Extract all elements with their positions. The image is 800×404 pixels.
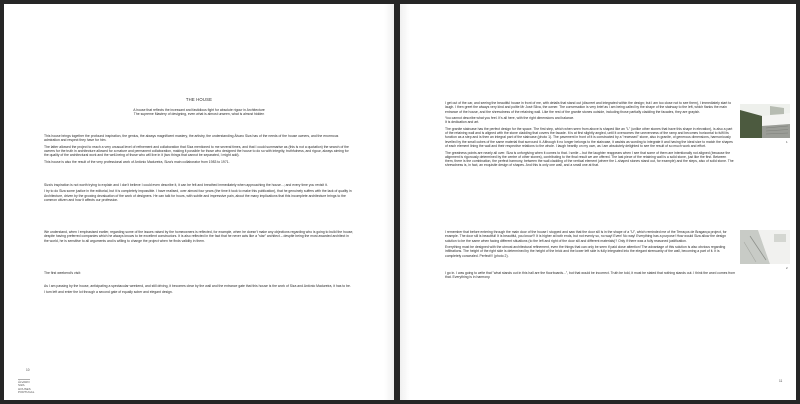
paragraph: You cannot describe what you feel. It's all here, with the right dimensions and balance. bbox=[445, 116, 575, 121]
body-text-2 bbox=[445, 230, 735, 260]
paragraph: We understand, when I emphasised earlier, regarding some of the issues raised by the homeowners is reflected, for example, when he doesn't make any objections regarding who is going to build the house, despite having preferred companies which he always knows to be excellent constructors. It is also reflected in the fact that he never acts like a "star" architect – despite being the most awarded architect in the world, he is sensitive to all arguments and is willing to change the project when he finds validity in them. bbox=[44, 230, 354, 243]
photo-number: 1 bbox=[786, 140, 788, 144]
paragraph: The latter allowed the project to reach a very unusual level of refinement and collaboration that Siza mentioned to me several times, and that I could summarise as (this is not a quotation) the search of the owners for the truth in architecture allowed for a mature and permanent collaboration, making it possible for those who designed the house to do so with integrity, truthfulness, and rigour, always aiming for the quality of the architectural work and the well-being of those who will live in it (two things that cannot be separated, I might add). bbox=[44, 144, 349, 158]
right-page bbox=[400, 4, 796, 400]
paragraph: I get out of the car, and seeing the beautiful house in front of me, with details that stand out (discreet and integrated within the design; but I am too close not to see them), I immediately start to laugh. I then greet the always very kind and polite Mr José Silva, the owner. The conversation is very brief as I am being called by the shape of the stairway to the left, which flanks the main entrance of the house, and the shrewdness of the retaining wall. Like the rest of the granite stones outside, including those partially cladding the facades, they are grayish. bbox=[445, 101, 732, 114]
paragraph: As I am passing by the house, anticipating a spectacular weekend, and still driving, it becomes clear by the wall and the entrance gate that this house is the work of Siza and António Madureira, it has to be. bbox=[44, 284, 351, 288]
logo-line: SIZA bbox=[18, 383, 25, 388]
body-text-5 bbox=[44, 284, 354, 297]
body-text-1 bbox=[445, 101, 735, 170]
paragraph: I try to do Siza some justice in the editorial, but it is completely impossible. I have realised, over almost four years (the time it took to make this publication), that he genuinely suffers with the lack of quality in Architecture, driven by the growing devaluation of the work of designers. He can talk for hours, with subtle and impressive pain, about the many implications that this incomplete architecture brings to the common citizen and how it affects our profession. bbox=[44, 189, 352, 203]
book-logo bbox=[18, 378, 34, 395]
body-text-3 bbox=[445, 271, 735, 282]
logo-line: HOUSES bbox=[18, 386, 31, 391]
paragraph: I remember that before entering through the main door of the house I stopped and saw that the door sill is in the shape of a "U", which reminded me of the Terraços de Bragança project, for example. The door sill is beautiful! It is beautiful, you know?! It is higher at both ends, but not evenly so, no way! Even! No way! Everything has a purpose! How would Siza allow the design solution to be the same when facing different situations (to the left and right of the door sill and different materials)? Only if there was a fully reasoned justification. bbox=[445, 230, 727, 243]
paragraph: Siza's inspiration is not worth trying to explain and I don't believe I could even describe it, it can be felt and breathed immediately when approaching the house...; and every time you revisit it. bbox=[44, 183, 328, 187]
subtitle-line: The supreme Mastery of designing, even what is almost unseen, what is almost hidden bbox=[133, 112, 265, 117]
body-text-1 bbox=[44, 134, 354, 166]
photo-number: 2 bbox=[786, 266, 788, 270]
paragraph: It is dedication and art. bbox=[445, 120, 480, 125]
subtitle bbox=[44, 108, 354, 117]
paragraph: This house brings together the profound inspiration, the genius, the always magnificent mastery, the artistry, the understanding Álvaro Siza has of the needs of the house owners, and the enormous admiration and respect they have for him. bbox=[44, 134, 339, 143]
photo-door-sill bbox=[740, 230, 790, 264]
page-number: 11 bbox=[779, 379, 783, 383]
paragraph: I turn left and enter the lot through a second gate of equally sober and elegant design. bbox=[44, 290, 173, 295]
photo-staircase bbox=[740, 104, 790, 138]
paragraph: Everything must be designed with the utmost architectural refinement, even the things that can only be seen if paid close attention! The advantage of this solution is also obvious regarding infiltrations. The height of the right side is determined by the height of the brick and the lower left side is fully integrated into the elegant strenuarity of the wall, becoming a part of it. It is completely concealed. Perfect!!! (photo 2). bbox=[445, 245, 726, 258]
body-text-2 bbox=[44, 183, 354, 205]
gutter-shadow bbox=[400, 4, 410, 400]
page-number: 10 bbox=[26, 368, 30, 372]
logo-line: ÁLVARO bbox=[18, 380, 30, 384]
paragraph: The greatness points are nearly all over. Siza is unforgiving when it comes to that. I smile – but the laughter reappears when I see that some of them are intentionally not aligned (because the alignment is rigorously determined by the centre of other stones), contributing to the final result we are offered. The last piece of the retaining wall is a solid stone, just like the first. Between them, there is the combination, the perfect harmony, between the wall cladding of the vertical element (where the L-shaped stones stand out, for example) and the steps, also of solid stone. The shrewdness is, in fact, an exquisite design of shapes. And this is only one wall, and a small one at that. bbox=[445, 150, 734, 168]
paragraph: The granite staircase has the perfect design for the space. The first step, which when seen from above is shaped like an "L" (unlike other stones that have this shape in elevation), is also a part of the retaining wall and is aligned with the stone cladding that covers the facade. It is at first slightly angled, until it overcomes the unevenness of the ramp and becomes horizontal to fulfil its function as a step and is then an integral part of the staircase (photo 1). The pavement in front of it is constructed by a "recessed" stone, also in granite, of generous dimensions, harmoniously levelled by the small cubes of the same material that surround it. Although it no longer belongs to the staircase, it assists as wording to integrate it and having the ideal size to match the shapes of each element lining the wall and their respective relations to the whole. I laugh heartily on my own, as I am absolutely delighted to see the result of so much work and effort. bbox=[445, 126, 733, 149]
page-title: THE HOUSE bbox=[185, 97, 213, 102]
logo-line: PORTUGAL bbox=[18, 390, 35, 395]
section-heading: The first weekend's visit: bbox=[44, 271, 81, 275]
body-text-3 bbox=[44, 230, 354, 245]
body-text-4 bbox=[44, 271, 354, 277]
gutter-shadow bbox=[384, 4, 394, 400]
left-page bbox=[4, 4, 394, 400]
paragraph: I go in. I was going to write that "what stands out in this hall are the floorboards...", but that would be incorrect. Truth be told, it must be stated that nothing stands out. I think the word comes from that. Everything is in harmony. bbox=[445, 271, 736, 280]
subtitle-line: A house that reflects the incessant and fastidious fight for absolute rigour in Architecture bbox=[133, 108, 265, 112]
paragraph: This house is also the result of the very professional work of António Madureira, Siza's main collaborator from 1983 to 1971. bbox=[44, 159, 230, 164]
